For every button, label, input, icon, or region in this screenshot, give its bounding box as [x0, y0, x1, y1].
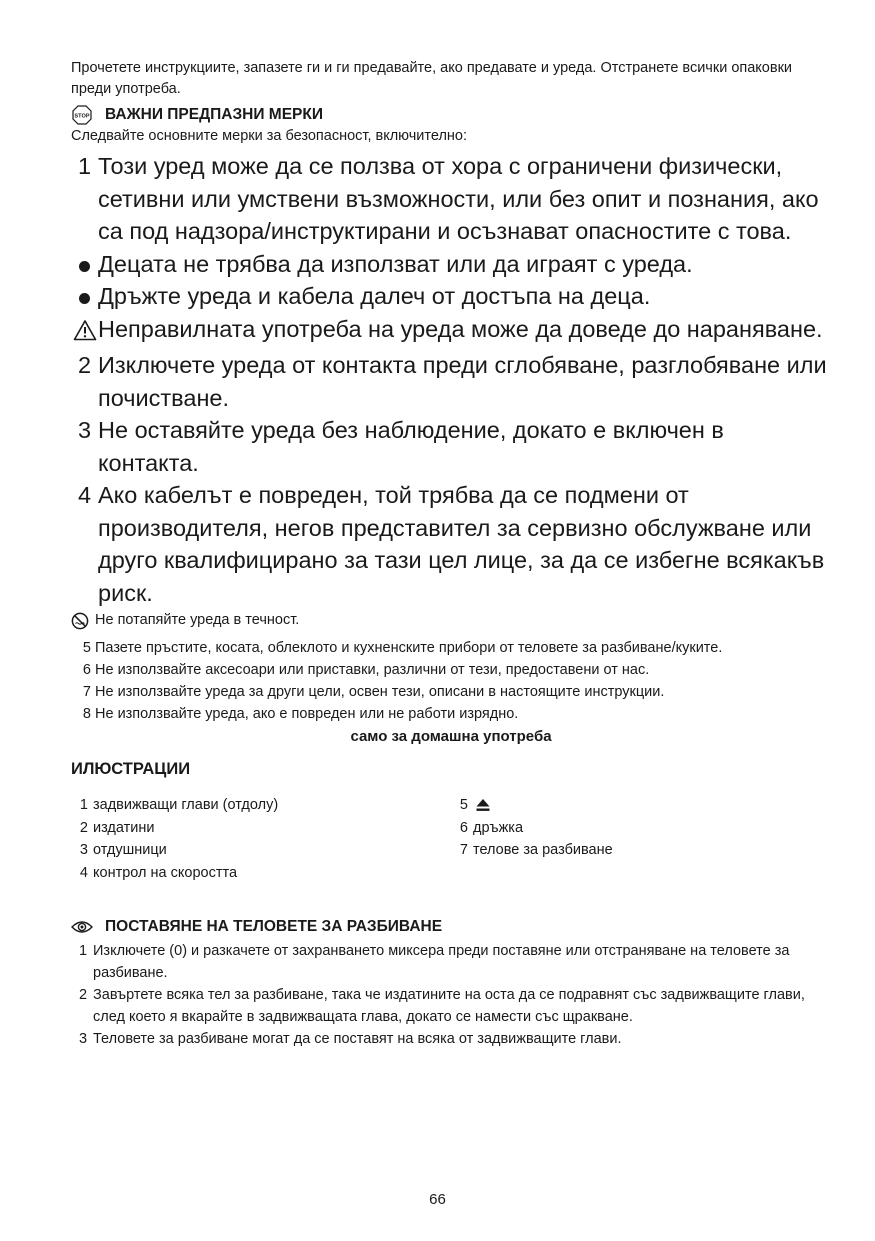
item-text: Не използвайте уреда за други цели, освен тези, описани в настоящите инструкции.	[95, 684, 665, 700]
item-text: Изключете уреда от контакта преди сглобяване, разглобяване или почистване.	[98, 352, 827, 411]
item-text: Не оставяйте уреда без наблюдение, докато е включен в контакта.	[98, 417, 724, 476]
item-number: 6	[82, 662, 91, 678]
fitting-heading-text: ПОСТАВЯНЕ НА ТЕЛОВЕТЕ ЗА РАЗБИВАНЕ	[105, 918, 443, 935]
page-number: 66	[429, 1191, 446, 1208]
stop-icon	[71, 105, 93, 125]
list-item	[71, 703, 831, 725]
item-text: Не използвайте аксесоари или приставки, различни от тези, предоставени от нас.	[95, 662, 650, 678]
list-item: 5	[451, 794, 831, 817]
list-item: 7 телове за разбиване	[459, 842, 613, 858]
item-text: Завъртете всяка тел за разбиване, така че издатините на оста да се подравнят със задвижващите глави, след което я вкарайте в задвижващата глава, докато се намести със щракване.	[93, 987, 805, 1025]
item-number: 1	[79, 943, 88, 959]
illustrations-key	[71, 794, 831, 884]
safety-heading	[71, 104, 831, 126]
item-text: Децата не трябва да използват или да играят с уреда.	[98, 250, 693, 277]
bullet-icon	[79, 261, 90, 272]
eject-icon	[475, 797, 491, 813]
list-item	[71, 313, 831, 350]
list-item	[71, 248, 831, 281]
item-number: 3	[77, 417, 92, 443]
illustrations-left-column	[71, 794, 451, 884]
manual-page	[71, 58, 831, 1050]
illustrations-right-column	[451, 794, 831, 884]
item-text: Теловете за разбиване могат да се поставят на всяка от задвижващите глави.	[93, 1031, 622, 1047]
fitting-heading	[71, 916, 831, 938]
safety-heading-text: ВАЖНИ ПРЕДПАЗНИ МЕРКИ	[105, 106, 323, 123]
item-text: Изключете (0) и разкачете от захранването миксера преди поставяне или отстраняване на теловете за разбиване.	[93, 943, 790, 981]
no-immersion-icon	[71, 612, 89, 630]
item-text: Не потапяйте уреда в течност.	[95, 612, 300, 628]
item-text: Не използвайте уреда, ако е повреден или не работи изрядно.	[95, 706, 519, 722]
item-number: 1	[77, 153, 92, 179]
item-number: 7	[82, 684, 91, 700]
list-item	[71, 659, 831, 681]
list-item	[71, 681, 831, 703]
item-text: Пазете пръстите, косата, облеклото и кухненските прибори от теловете за разбиване/куките.	[95, 640, 723, 656]
item-number: 4	[77, 482, 92, 508]
safety-list-large	[71, 150, 831, 609]
illustrations-heading: ИЛЮСТРАЦИИ	[71, 760, 191, 778]
list-item	[71, 1028, 831, 1050]
intro-text: Прочетете инструкциите, запазете ги и ги предавайте, ако предавате и уреда. Отстранете всички опаковки преди употреба.	[71, 60, 793, 97]
item-text: Дръжте уреда и кабела далеч от достъпа на деца.	[98, 283, 651, 309]
list-item	[71, 414, 831, 479]
list-item: 3 отдушници	[79, 842, 167, 858]
item-number: 3	[79, 1031, 88, 1047]
eye-icon	[71, 917, 93, 937]
list-item: 4 контрол на скоростта	[79, 864, 238, 881]
list-item	[71, 609, 831, 637]
warning-triangle-icon	[73, 319, 97, 341]
list-item	[71, 940, 831, 984]
list-item	[71, 349, 831, 414]
item-text: Неправилната употреба на уреда може да доведе до нараняване.	[98, 315, 823, 342]
fitting-list	[71, 940, 831, 1050]
list-item	[71, 984, 831, 1028]
stop-icon-text: STOP	[74, 113, 90, 120]
item-number: 2	[77, 352, 92, 378]
list-item: 2 издатини	[79, 819, 155, 836]
household-use-note: само за домашна употреба	[350, 728, 552, 745]
list-item: 1 задвижващи глави (отдолу)	[79, 797, 279, 813]
list-item	[71, 479, 831, 609]
item-number: 5	[82, 640, 91, 656]
list-item	[71, 637, 831, 659]
item-number: 8	[82, 706, 91, 722]
list-item	[71, 150, 831, 248]
bullet-icon	[79, 293, 90, 304]
safety-subheading: Следвайте основните мерки за безопасност, включително:	[71, 128, 468, 144]
item-text: Този уред може да се ползва от хора с ограничени физически, сетивни или умствени възможности, или без опит и познания, ако са под надзора/инструктирани и осъзнават опасностите с това.	[98, 153, 819, 244]
list-item	[71, 280, 831, 313]
item-number: 2	[79, 987, 88, 1003]
list-item: 6 дръжка	[459, 819, 524, 836]
safety-list-small	[71, 609, 831, 725]
item-text: Ако кабелът е повреден, той трябва да се подмени от производителя, негов представител за сервизно обслужване или друго квалифицирано за тази цел лице, за да се избегне всякакъв риск.	[98, 482, 825, 606]
